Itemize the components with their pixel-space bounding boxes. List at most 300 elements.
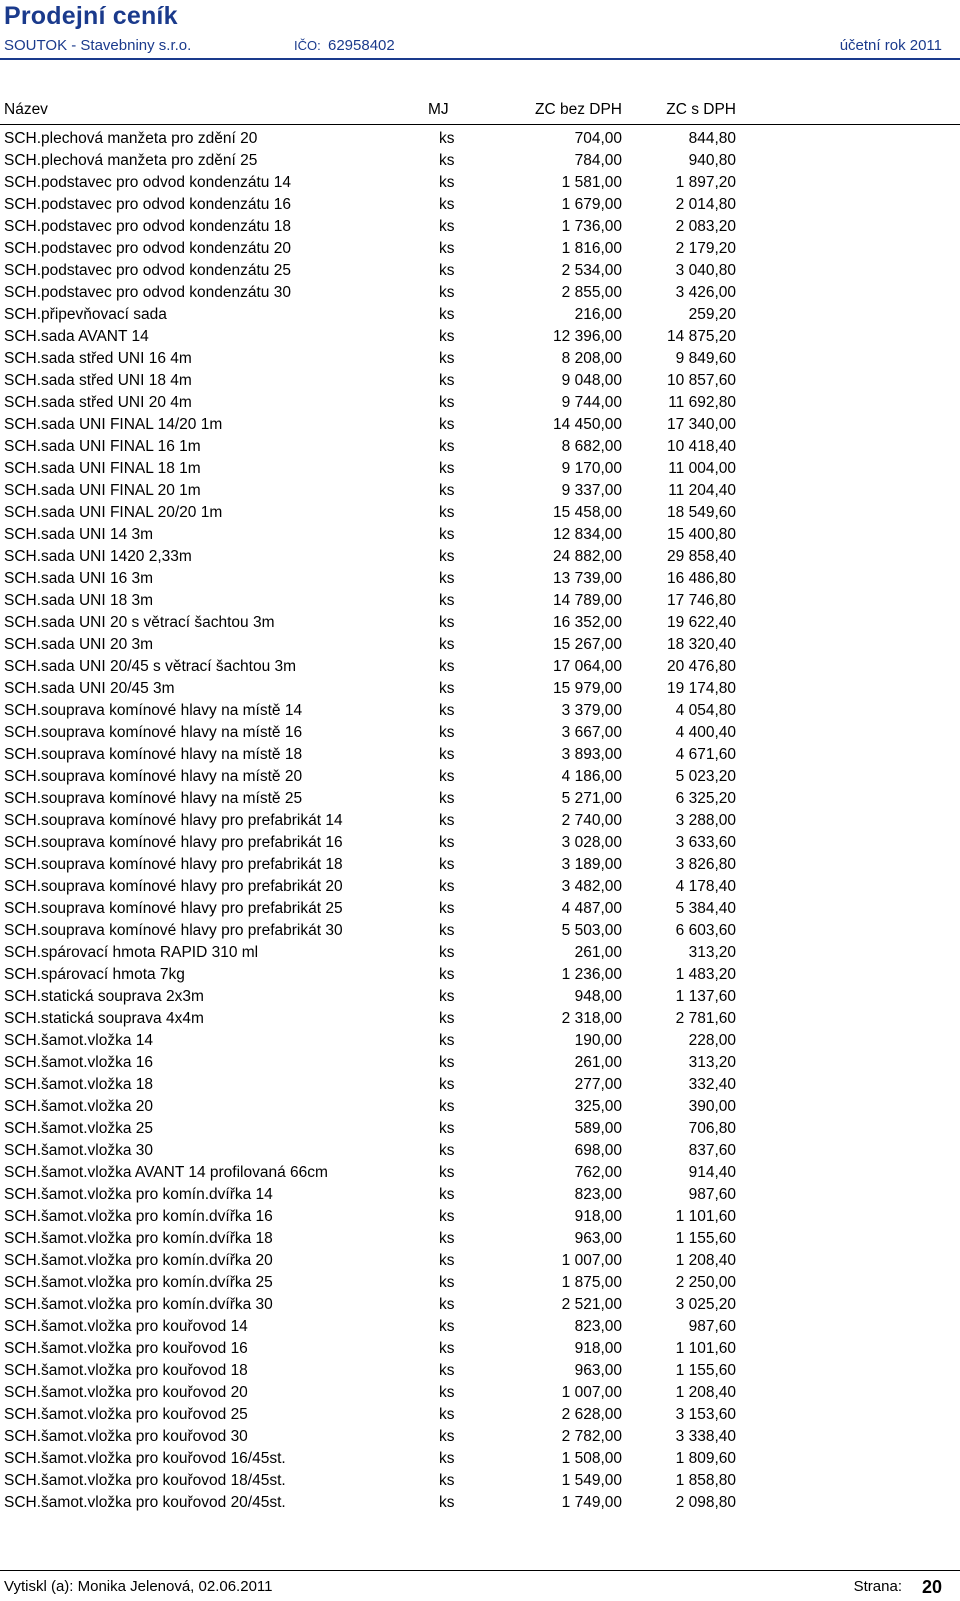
cell-price-inc-vat: 4 671,60 bbox=[675, 746, 736, 763]
cell-unit: ks bbox=[439, 680, 455, 697]
cell-name: SCH.spárovací hmota 7kg bbox=[4, 966, 185, 983]
cell-name: SCH.šamot.vložka pro kouřovod 30 bbox=[4, 1428, 248, 1445]
cell-unit: ks bbox=[439, 768, 455, 785]
table-row bbox=[0, 920, 960, 942]
cell-price-inc-vat: 4 054,80 bbox=[675, 702, 736, 719]
table-row bbox=[0, 414, 960, 436]
table-row bbox=[0, 1404, 960, 1426]
cell-unit: ks bbox=[439, 592, 455, 609]
cell-price-ex-vat: 9 170,00 bbox=[561, 460, 622, 477]
header-divider bbox=[0, 58, 960, 60]
table-row bbox=[0, 1272, 960, 1294]
cell-unit: ks bbox=[439, 966, 455, 983]
cell-name: SCH.šamot.vložka pro kouřovod 16 bbox=[4, 1340, 248, 1357]
cell-price-ex-vat: 1 581,00 bbox=[561, 174, 622, 191]
cell-unit: ks bbox=[439, 460, 455, 477]
cell-name: SCH.podstavec pro odvod kondenzátu 14 bbox=[4, 174, 291, 191]
cell-price-inc-vat: 10 857,60 bbox=[667, 372, 736, 389]
cell-unit: ks bbox=[439, 1494, 455, 1511]
cell-price-inc-vat: 2 098,80 bbox=[675, 1494, 736, 1511]
cell-unit: ks bbox=[439, 1274, 455, 1291]
cell-name: SCH.šamot.vložka pro komín.dvířka 25 bbox=[4, 1274, 273, 1291]
cell-unit: ks bbox=[439, 218, 455, 235]
cell-name: SCH.šamot.vložka pro kouřovod 14 bbox=[4, 1318, 248, 1335]
cell-name: SCH.šamot.vložka pro komín.dvířka 30 bbox=[4, 1296, 273, 1313]
cell-price-inc-vat: 18 549,60 bbox=[667, 504, 736, 521]
cell-price-inc-vat: 2 014,80 bbox=[675, 196, 736, 213]
footer bbox=[0, 1576, 960, 1598]
cell-name: SCH.sada UNI 1420 2,33m bbox=[4, 548, 192, 565]
cell-unit: ks bbox=[439, 1230, 455, 1247]
company-name: SOUTOK - Stavebniny s.r.o. bbox=[4, 37, 192, 54]
cell-name: SCH.šamot.vložka 16 bbox=[4, 1054, 154, 1071]
table-row bbox=[0, 1008, 960, 1030]
cell-unit: ks bbox=[439, 724, 455, 741]
table-row bbox=[0, 1250, 960, 1272]
printed-by: Vytiskl (a): Monika Jelenová, 02.06.2011 bbox=[4, 1578, 273, 1595]
cell-price-inc-vat: 1 208,40 bbox=[675, 1252, 736, 1269]
cell-price-ex-vat: 12 834,00 bbox=[553, 526, 622, 543]
cell-price-inc-vat: 1 809,60 bbox=[675, 1450, 736, 1467]
cell-price-ex-vat: 16 352,00 bbox=[553, 614, 622, 631]
table-row bbox=[0, 524, 960, 546]
cell-name: SCH.souprava komínové hlavy na místě 25 bbox=[4, 790, 303, 807]
cell-name: SCH.připevňovací sada bbox=[4, 306, 167, 323]
ico-label: IČO: bbox=[294, 38, 321, 53]
table-row bbox=[0, 744, 960, 766]
table-row bbox=[0, 502, 960, 524]
cell-unit: ks bbox=[439, 350, 455, 367]
cell-unit: ks bbox=[439, 284, 455, 301]
cell-price-ex-vat: 823,00 bbox=[574, 1318, 622, 1335]
cell-price-ex-vat: 2 521,00 bbox=[561, 1296, 622, 1313]
cell-price-ex-vat: 918,00 bbox=[574, 1208, 622, 1225]
cell-price-ex-vat: 9 048,00 bbox=[561, 372, 622, 389]
cell-name: SCH.šamot.vložka pro kouřovod 18/45st. bbox=[4, 1472, 286, 1489]
cell-name: SCH.sada UNI 20/45 3m bbox=[4, 680, 175, 697]
cell-price-ex-vat: 3 482,00 bbox=[561, 878, 622, 895]
cell-unit: ks bbox=[439, 548, 455, 565]
cell-price-ex-vat: 823,00 bbox=[574, 1186, 622, 1203]
cell-price-ex-vat: 216,00 bbox=[574, 306, 622, 323]
cell-unit: ks bbox=[439, 482, 455, 499]
cell-price-inc-vat: 2 083,20 bbox=[675, 218, 736, 235]
cell-price-inc-vat: 11 204,40 bbox=[668, 482, 736, 499]
cell-unit: ks bbox=[439, 306, 455, 323]
cell-unit: ks bbox=[439, 1054, 455, 1071]
cell-price-ex-vat: 2 855,00 bbox=[561, 284, 622, 301]
table-row bbox=[0, 1184, 960, 1206]
cell-price-ex-vat: 325,00 bbox=[574, 1098, 622, 1115]
column-header-unit: MJ bbox=[428, 101, 449, 118]
table-row bbox=[0, 1448, 960, 1470]
cell-unit: ks bbox=[439, 262, 455, 279]
cell-unit: ks bbox=[439, 614, 455, 631]
cell-name: SCH.šamot.vložka pro kouřovod 20 bbox=[4, 1384, 248, 1401]
cell-name: SCH.sada AVANT 14 bbox=[4, 328, 149, 345]
cell-unit: ks bbox=[439, 1164, 455, 1181]
table-row bbox=[0, 568, 960, 590]
table-row bbox=[0, 546, 960, 568]
cell-price-inc-vat: 17 746,80 bbox=[667, 592, 736, 609]
cell-price-inc-vat: 14 875,20 bbox=[667, 328, 736, 345]
table-row bbox=[0, 1206, 960, 1228]
table-row bbox=[0, 1096, 960, 1118]
cell-price-inc-vat: 18 320,40 bbox=[667, 636, 736, 653]
cell-price-inc-vat: 1 897,20 bbox=[675, 174, 736, 191]
cell-name: SCH.šamot.vložka 25 bbox=[4, 1120, 154, 1137]
cell-name: SCH.sada střed UNI 20 4m bbox=[4, 394, 192, 411]
table-header-divider bbox=[0, 124, 960, 125]
cell-price-ex-vat: 3 893,00 bbox=[561, 746, 622, 763]
cell-name: SCH.šamot.vložka pro komín.dvířka 16 bbox=[4, 1208, 273, 1225]
cell-price-inc-vat: 837,60 bbox=[688, 1142, 736, 1159]
cell-price-ex-vat: 9 337,00 bbox=[561, 482, 622, 499]
table-row bbox=[0, 304, 960, 326]
table-row bbox=[0, 986, 960, 1008]
table-row bbox=[0, 282, 960, 304]
cell-name: SCH.šamot.vložka pro kouřovod 20/45st. bbox=[4, 1494, 286, 1511]
table-row bbox=[0, 458, 960, 480]
cell-price-inc-vat: 1 155,60 bbox=[675, 1362, 736, 1379]
cell-name: SCH.podstavec pro odvod kondenzátu 30 bbox=[4, 284, 291, 301]
table-row bbox=[0, 1228, 960, 1250]
cell-name: SCH.sada UNI FINAL 16 1m bbox=[4, 438, 201, 455]
footer-divider bbox=[0, 1570, 960, 1571]
table-row bbox=[0, 1162, 960, 1184]
table-row bbox=[0, 788, 960, 810]
table-row bbox=[0, 964, 960, 986]
cell-price-ex-vat: 3 028,00 bbox=[561, 834, 622, 851]
table-row bbox=[0, 942, 960, 964]
table-row bbox=[0, 238, 960, 260]
table-row bbox=[0, 150, 960, 172]
cell-name: SCH.sada UNI 20 3m bbox=[4, 636, 154, 653]
cell-price-ex-vat: 15 458,00 bbox=[553, 504, 622, 521]
cell-unit: ks bbox=[439, 790, 455, 807]
table-row bbox=[0, 1316, 960, 1338]
cell-name: SCH.šamot.vložka pro kouřovod 16/45st. bbox=[4, 1450, 286, 1467]
cell-price-inc-vat: 15 400,80 bbox=[667, 526, 736, 543]
column-header-price-ex-vat: ZC bez DPH bbox=[535, 101, 622, 118]
cell-unit: ks bbox=[439, 1252, 455, 1269]
cell-price-inc-vat: 1 101,60 bbox=[675, 1340, 736, 1357]
cell-price-ex-vat: 762,00 bbox=[574, 1164, 622, 1181]
cell-price-inc-vat: 3 826,80 bbox=[675, 856, 736, 873]
cell-name: SCH.podstavec pro odvod kondenzátu 16 bbox=[4, 196, 291, 213]
cell-price-inc-vat: 3 633,60 bbox=[675, 834, 736, 851]
cell-price-inc-vat: 5 384,40 bbox=[675, 900, 736, 917]
cell-name: SCH.šamot.vložka 18 bbox=[4, 1076, 154, 1093]
cell-price-inc-vat: 16 486,80 bbox=[667, 570, 736, 587]
cell-price-ex-vat: 1 549,00 bbox=[561, 1472, 622, 1489]
cell-price-inc-vat: 844,80 bbox=[688, 130, 736, 147]
cell-price-ex-vat: 3 667,00 bbox=[561, 724, 622, 741]
cell-price-inc-vat: 228,00 bbox=[688, 1032, 736, 1049]
cell-name: SCH.souprava komínové hlavy na místě 20 bbox=[4, 768, 303, 785]
cell-unit: ks bbox=[439, 174, 455, 191]
cell-name: SCH.spárovací hmota RAPID 310 ml bbox=[4, 944, 259, 961]
cell-name: SCH.šamot.vložka 20 bbox=[4, 1098, 154, 1115]
cell-price-ex-vat: 9 744,00 bbox=[561, 394, 622, 411]
cell-price-ex-vat: 2 740,00 bbox=[561, 812, 622, 829]
cell-name: SCH.souprava komínové hlavy na místě 14 bbox=[4, 702, 303, 719]
cell-name: SCH.souprava komínové hlavy na místě 18 bbox=[4, 746, 303, 763]
cell-price-inc-vat: 5 023,20 bbox=[675, 768, 736, 785]
table-row bbox=[0, 1294, 960, 1316]
cell-price-inc-vat: 4 178,40 bbox=[675, 878, 736, 895]
table-row bbox=[0, 898, 960, 920]
cell-name: SCH.podstavec pro odvod kondenzátu 20 bbox=[4, 240, 291, 257]
cell-price-ex-vat: 14 450,00 bbox=[553, 416, 622, 433]
table-row bbox=[0, 722, 960, 744]
cell-name: SCH.souprava komínové hlavy pro prefabrikát 30 bbox=[4, 922, 343, 939]
cell-price-inc-vat: 11 004,00 bbox=[668, 460, 736, 477]
price-table bbox=[0, 128, 960, 1514]
cell-unit: ks bbox=[439, 1450, 455, 1467]
cell-name: SCH.sada UNI FINAL 18 1m bbox=[4, 460, 201, 477]
cell-price-inc-vat: 1 137,60 bbox=[675, 988, 736, 1005]
cell-price-inc-vat: 1 155,60 bbox=[675, 1230, 736, 1247]
cell-price-ex-vat: 8 208,00 bbox=[561, 350, 622, 367]
cell-unit: ks bbox=[439, 1406, 455, 1423]
cell-name: SCH.šamot.vložka AVANT 14 profilovaná 66cm bbox=[4, 1164, 328, 1181]
page-number: 20 bbox=[921, 1577, 942, 1597]
cell-price-inc-vat: 3 288,00 bbox=[675, 812, 736, 829]
cell-unit: ks bbox=[439, 746, 455, 763]
cell-unit: ks bbox=[439, 1296, 455, 1313]
table-row bbox=[0, 1426, 960, 1448]
cell-unit: ks bbox=[439, 1362, 455, 1379]
cell-price-inc-vat: 3 040,80 bbox=[675, 262, 736, 279]
cell-name: SCH.podstavec pro odvod kondenzátu 25 bbox=[4, 262, 291, 279]
cell-unit: ks bbox=[439, 658, 455, 675]
cell-name: SCH.plechová manžeta pro zdění 25 bbox=[4, 152, 258, 169]
table-row bbox=[0, 194, 960, 216]
cell-price-ex-vat: 698,00 bbox=[574, 1142, 622, 1159]
cell-unit: ks bbox=[439, 1472, 455, 1489]
cell-price-inc-vat: 940,80 bbox=[688, 152, 736, 169]
cell-unit: ks bbox=[439, 130, 455, 147]
cell-unit: ks bbox=[439, 1186, 455, 1203]
cell-price-inc-vat: 6 603,60 bbox=[675, 922, 736, 939]
cell-price-ex-vat: 948,00 bbox=[574, 988, 622, 1005]
cell-unit: ks bbox=[439, 1076, 455, 1093]
table-row bbox=[0, 1052, 960, 1074]
cell-name: SCH.sada střed UNI 16 4m bbox=[4, 350, 192, 367]
cell-unit: ks bbox=[439, 1142, 455, 1159]
cell-price-ex-vat: 1 007,00 bbox=[561, 1384, 622, 1401]
cell-price-ex-vat: 190,00 bbox=[574, 1032, 622, 1049]
cell-unit: ks bbox=[439, 1032, 455, 1049]
table-row bbox=[0, 1140, 960, 1162]
cell-price-ex-vat: 963,00 bbox=[574, 1362, 622, 1379]
cell-unit: ks bbox=[439, 1098, 455, 1115]
table-row bbox=[0, 1118, 960, 1140]
cell-unit: ks bbox=[439, 1340, 455, 1357]
cell-price-ex-vat: 1 236,00 bbox=[561, 966, 622, 983]
cell-name: SCH.sada UNI FINAL 14/20 1m bbox=[4, 416, 223, 433]
cell-price-inc-vat: 6 325,20 bbox=[675, 790, 736, 807]
cell-price-inc-vat: 9 849,60 bbox=[675, 350, 736, 367]
cell-unit: ks bbox=[439, 416, 455, 433]
cell-price-ex-vat: 261,00 bbox=[574, 944, 622, 961]
table-row bbox=[0, 1360, 960, 1382]
cell-price-inc-vat: 313,20 bbox=[688, 944, 736, 961]
cell-price-ex-vat: 1 007,00 bbox=[561, 1252, 622, 1269]
table-row bbox=[0, 172, 960, 194]
table-row bbox=[0, 348, 960, 370]
cell-price-inc-vat: 987,60 bbox=[688, 1186, 736, 1203]
column-header-price-inc-vat: ZC s DPH bbox=[666, 101, 736, 118]
cell-name: SCH.šamot.vložka pro komín.dvířka 20 bbox=[4, 1252, 273, 1269]
cell-price-ex-vat: 4 186,00 bbox=[561, 768, 622, 785]
table-row bbox=[0, 700, 960, 722]
cell-price-ex-vat: 14 789,00 bbox=[553, 592, 622, 609]
cell-unit: ks bbox=[439, 438, 455, 455]
cell-price-inc-vat: 29 858,40 bbox=[667, 548, 736, 565]
cell-price-ex-vat: 784,00 bbox=[574, 152, 622, 169]
cell-price-inc-vat: 19 622,40 bbox=[667, 614, 736, 631]
cell-price-inc-vat: 987,60 bbox=[688, 1318, 736, 1335]
cell-unit: ks bbox=[439, 328, 455, 345]
cell-unit: ks bbox=[439, 152, 455, 169]
cell-name: SCH.souprava komínové hlavy pro prefabrikát 20 bbox=[4, 878, 343, 895]
cell-unit: ks bbox=[439, 1384, 455, 1401]
cell-price-ex-vat: 261,00 bbox=[574, 1054, 622, 1071]
cell-unit: ks bbox=[439, 240, 455, 257]
cell-price-inc-vat: 2 179,20 bbox=[675, 240, 736, 257]
cell-unit: ks bbox=[439, 504, 455, 521]
cell-price-inc-vat: 3 153,60 bbox=[675, 1406, 736, 1423]
cell-price-inc-vat: 17 340,00 bbox=[667, 416, 736, 433]
cell-name: SCH.šamot.vložka pro komín.dvířka 18 bbox=[4, 1230, 273, 1247]
cell-name: SCH.sada UNI 16 3m bbox=[4, 570, 154, 587]
cell-name: SCH.šamot.vložka pro kouřovod 25 bbox=[4, 1406, 248, 1423]
table-row bbox=[0, 216, 960, 238]
table-row bbox=[0, 854, 960, 876]
cell-name: SCH.šamot.vložka 14 bbox=[4, 1032, 154, 1049]
cell-name: SCH.souprava komínové hlavy pro prefabrikát 16 bbox=[4, 834, 343, 851]
cell-price-ex-vat: 5 271,00 bbox=[561, 790, 622, 807]
table-row bbox=[0, 326, 960, 348]
cell-price-inc-vat: 2 250,00 bbox=[675, 1274, 736, 1291]
cell-price-inc-vat: 1 208,40 bbox=[675, 1384, 736, 1401]
cell-price-inc-vat: 1 483,20 bbox=[675, 966, 736, 983]
cell-price-inc-vat: 3 025,20 bbox=[675, 1296, 736, 1313]
cell-price-inc-vat: 1 858,80 bbox=[675, 1472, 736, 1489]
table-row bbox=[0, 612, 960, 634]
cell-price-inc-vat: 2 781,60 bbox=[675, 1010, 736, 1027]
cell-name: SCH.plechová manžeta pro zdění 20 bbox=[4, 130, 258, 147]
cell-unit: ks bbox=[439, 570, 455, 587]
table-row bbox=[0, 590, 960, 612]
cell-price-ex-vat: 2 628,00 bbox=[561, 1406, 622, 1423]
cell-price-ex-vat: 918,00 bbox=[574, 1340, 622, 1357]
table-row bbox=[0, 392, 960, 414]
page-label: Strana: bbox=[853, 1578, 902, 1595]
cell-name: SCH.sada střed UNI 18 4m bbox=[4, 372, 192, 389]
table-row bbox=[0, 656, 960, 678]
cell-price-ex-vat: 1 749,00 bbox=[561, 1494, 622, 1511]
cell-name: SCH.souprava komínové hlavy pro prefabrikát 18 bbox=[4, 856, 343, 873]
cell-name: SCH.podstavec pro odvod kondenzátu 18 bbox=[4, 218, 291, 235]
table-row bbox=[0, 1492, 960, 1514]
table-row bbox=[0, 1030, 960, 1052]
cell-price-inc-vat: 19 174,80 bbox=[667, 680, 736, 697]
cell-name: SCH.souprava komínové hlavy na místě 16 bbox=[4, 724, 303, 741]
cell-price-ex-vat: 277,00 bbox=[574, 1076, 622, 1093]
cell-price-ex-vat: 3 189,00 bbox=[561, 856, 622, 873]
cell-price-ex-vat: 963,00 bbox=[574, 1230, 622, 1247]
cell-price-inc-vat: 1 101,60 bbox=[675, 1208, 736, 1225]
cell-price-ex-vat: 8 682,00 bbox=[561, 438, 622, 455]
table-row bbox=[0, 260, 960, 282]
cell-unit: ks bbox=[439, 372, 455, 389]
table-row bbox=[0, 634, 960, 656]
cell-unit: ks bbox=[439, 922, 455, 939]
cell-unit: ks bbox=[439, 1208, 455, 1225]
cell-name: SCH.statická souprava 2x3m bbox=[4, 988, 204, 1005]
cell-unit: ks bbox=[439, 944, 455, 961]
cell-name: SCH.šamot.vložka pro komín.dvířka 14 bbox=[4, 1186, 273, 1203]
cell-unit: ks bbox=[439, 900, 455, 917]
cell-price-ex-vat: 704,00 bbox=[574, 130, 622, 147]
cell-price-ex-vat: 15 979,00 bbox=[553, 680, 622, 697]
cell-price-ex-vat: 589,00 bbox=[574, 1120, 622, 1137]
cell-price-inc-vat: 706,80 bbox=[688, 1120, 736, 1137]
cell-price-ex-vat: 1 679,00 bbox=[561, 196, 622, 213]
cell-price-ex-vat: 4 487,00 bbox=[561, 900, 622, 917]
table-row bbox=[0, 370, 960, 392]
cell-price-inc-vat: 3 338,40 bbox=[675, 1428, 736, 1445]
cell-price-inc-vat: 313,20 bbox=[688, 1054, 736, 1071]
cell-price-inc-vat: 259,20 bbox=[688, 306, 736, 323]
cell-unit: ks bbox=[439, 196, 455, 213]
table-row bbox=[0, 678, 960, 700]
cell-unit: ks bbox=[439, 1120, 455, 1137]
cell-price-ex-vat: 2 782,00 bbox=[561, 1428, 622, 1445]
table-row bbox=[0, 1382, 960, 1404]
table-header bbox=[0, 100, 960, 120]
cell-unit: ks bbox=[439, 394, 455, 411]
cell-name: SCH.sada UNI 20 s větrací šachtou 3m bbox=[4, 614, 275, 631]
cell-name: SCH.šamot.vložka pro kouřovod 18 bbox=[4, 1362, 248, 1379]
table-row bbox=[0, 128, 960, 150]
column-header-name: Název bbox=[4, 101, 48, 118]
cell-name: SCH.souprava komínové hlavy pro prefabrikát 25 bbox=[4, 900, 343, 917]
page-title: Prodejní ceník bbox=[4, 2, 178, 30]
cell-name: SCH.šamot.vložka 30 bbox=[4, 1142, 154, 1159]
table-row bbox=[0, 480, 960, 502]
table-row bbox=[0, 1074, 960, 1096]
cell-name: SCH.sada UNI 20/45 s větrací šachtou 3m bbox=[4, 658, 297, 675]
cell-unit: ks bbox=[439, 1010, 455, 1027]
cell-price-ex-vat: 17 064,00 bbox=[553, 658, 622, 675]
table-row bbox=[0, 876, 960, 898]
cell-unit: ks bbox=[439, 834, 455, 851]
cell-name: SCH.sada UNI FINAL 20/20 1m bbox=[4, 504, 223, 521]
cell-price-ex-vat: 2 534,00 bbox=[561, 262, 622, 279]
cell-price-inc-vat: 4 400,40 bbox=[675, 724, 736, 741]
cell-price-inc-vat: 332,40 bbox=[688, 1076, 736, 1093]
table-row bbox=[0, 766, 960, 788]
cell-price-inc-vat: 10 418,40 bbox=[667, 438, 736, 455]
cell-name: SCH.souprava komínové hlavy pro prefabrikát 14 bbox=[4, 812, 343, 829]
cell-price-ex-vat: 1 508,00 bbox=[561, 1450, 622, 1467]
cell-price-ex-vat: 13 739,00 bbox=[553, 570, 622, 587]
table-row bbox=[0, 832, 960, 854]
